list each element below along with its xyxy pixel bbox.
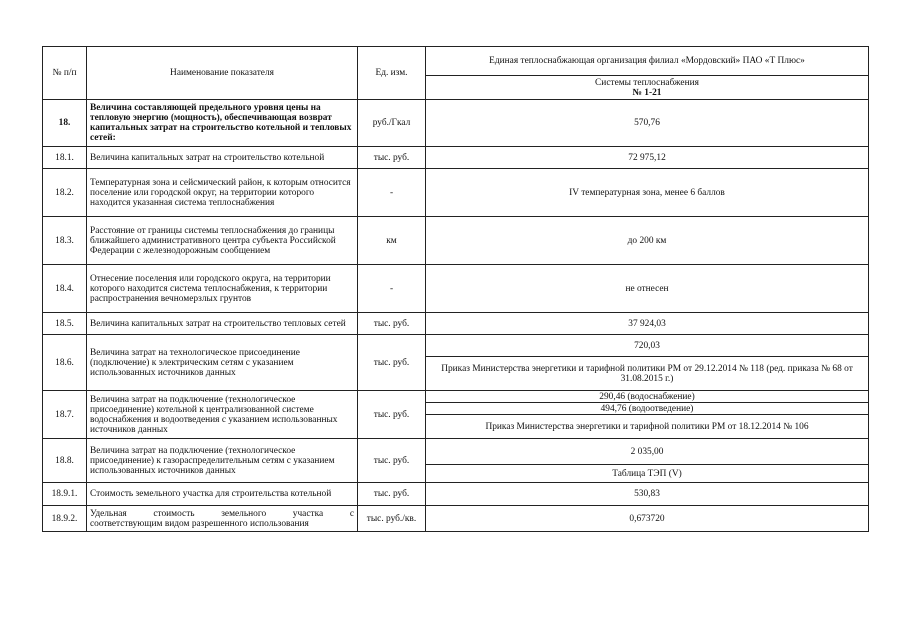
table-row: [43, 313, 869, 335]
row-value: IV температурная зона, менее 6 баллов: [426, 169, 869, 217]
row-name: Величина затрат на технологическое присоединение (подключение) к электрическим сетям с указанием использованных источников данных: [87, 335, 358, 391]
system-number: № 1-21: [632, 87, 662, 98]
table-row: [43, 439, 869, 465]
row-number: 18.5.: [43, 313, 87, 335]
row-name: Стоимость земельного участка для строительства котельной: [87, 483, 358, 506]
row-number: 18.4.: [43, 265, 87, 313]
table-row: [43, 506, 869, 532]
row-value: 570,76: [426, 100, 869, 147]
row-unit: тыс. руб.: [358, 313, 426, 335]
row-number: 18.1.: [43, 147, 87, 169]
org-header: Единая теплоснабжающая организация филиал «Мордовский» ПАО «Т Плюс»: [426, 47, 869, 76]
row-name: Расстояние от границы системы теплоснабжения до границы ближайшего административного центра субъекта Российской Федерации с железнодорожным сообщением: [87, 217, 358, 265]
table-row: [43, 483, 869, 506]
row-name: Величина затрат на подключение (технологическое присоединение) к газораспределительным сетям с указанием использованных источников данных: [87, 439, 358, 483]
row-number: 18.7.: [43, 391, 87, 439]
row-unit: руб./Гкал: [358, 100, 426, 147]
row-source: Приказ Министерства энергетики и тарифной политики РМ от 18.12.2014 № 106: [426, 415, 869, 439]
row-unit: км: [358, 217, 426, 265]
row-unit: тыс. руб.: [358, 335, 426, 391]
row-name: [87, 506, 358, 532]
table-row: [43, 217, 869, 265]
row-name-line1: Удельная стоимость земельного участка с: [90, 508, 354, 519]
row-number: 18.8.: [43, 439, 87, 483]
row-unit: тыс. руб.: [358, 147, 426, 169]
system-header: [426, 76, 869, 100]
row-value: не отнесен: [426, 265, 869, 313]
col-name-header: Наименование показателя: [87, 47, 358, 100]
row-number: 18.6.: [43, 335, 87, 391]
row-value: до 200 км: [426, 217, 869, 265]
tariff-table: [42, 46, 869, 532]
row-value: 720,03: [426, 335, 869, 357]
col-num-header: № п/п: [43, 47, 87, 100]
row-source: Таблица ТЭП (V): [426, 465, 869, 483]
row-number: 18.2.: [43, 169, 87, 217]
table-row: [43, 335, 869, 357]
row-name-line2: соответствующим видом разрешенного использования: [90, 518, 309, 529]
row-name: Величина составляющей предельного уровня цены на тепловую энергию (мощность), обеспечивающая возврат капитальных затрат на строительство котельной и тепловых сетей:: [87, 100, 358, 147]
row-name: Величина затрат на подключение (технологическое присоединение) котельной к централизованной системе водоснабжения и водоотведения с указанием использованных источников данных: [87, 391, 358, 439]
system-label: Системы теплоснабжения: [595, 77, 699, 88]
row-value: 72 975,12: [426, 147, 869, 169]
row-value-water: 290,46 (водоснабжение): [426, 391, 869, 403]
row-value: 2 035,00: [426, 439, 869, 465]
row-name: Отнесение поселения или городского округа, на территории которого находится система теплоснабжения, к территории распространения вечномерзлых грунтов: [87, 265, 358, 313]
row-unit: -: [358, 265, 426, 313]
table-row: [43, 391, 869, 403]
row-unit: тыс. руб.: [358, 391, 426, 439]
row-value: 530,83: [426, 483, 869, 506]
row-unit: тыс. руб./кв.: [358, 506, 426, 532]
row-name: Величина капитальных затрат на строительство котельной: [87, 147, 358, 169]
table-row: [43, 265, 869, 313]
row-value-sewer: 494,76 (водоотведение): [426, 403, 869, 415]
row-unit: тыс. руб.: [358, 483, 426, 506]
row-unit: -: [358, 169, 426, 217]
table-row: [43, 147, 869, 169]
header-row: [43, 47, 869, 76]
row-number: 18.3.: [43, 217, 87, 265]
row-name: Температурная зона и сейсмический район, к которым относится поселение или городской округ, на территории которого находится указанная система теплоснабжения: [87, 169, 358, 217]
row-unit: тыс. руб.: [358, 439, 426, 483]
row-value: 0,673720: [426, 506, 869, 532]
row-value: 37 924,03: [426, 313, 869, 335]
row-source: Приказ Министерства энергетики и тарифной политики РМ от 29.12.2014 № 118 (ред. приказа № 68 от 31.08.2015 г.): [426, 357, 869, 391]
row-number: 18.: [43, 100, 87, 147]
row-number: 18.9.1.: [43, 483, 87, 506]
table-row: [43, 169, 869, 217]
row-number: 18.9.2.: [43, 506, 87, 532]
row-name: Величина капитальных затрат на строительство тепловых сетей: [87, 313, 358, 335]
col-unit-header: Ед. изм.: [358, 47, 426, 100]
table-row: [43, 100, 869, 147]
